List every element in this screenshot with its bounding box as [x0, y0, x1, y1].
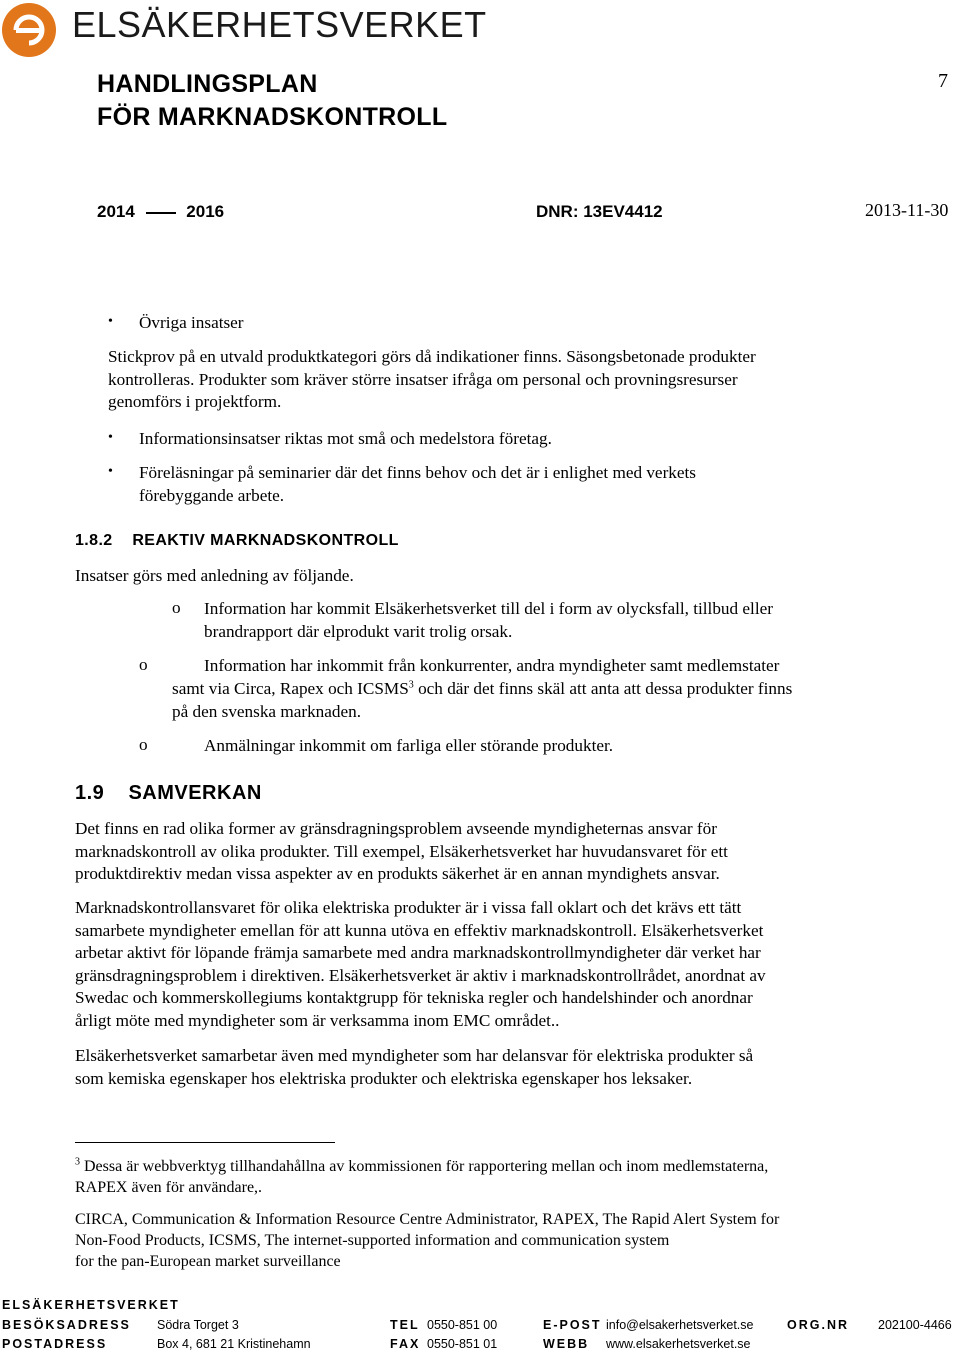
section-title: SAMVERKAN — [128, 782, 262, 804]
text-fragment: och där det finns skäl att anta att dessa produkter finns — [413, 679, 793, 698]
text-line: gränsdragningsproblem i direktiven. Elsäkerhetsverket är aktiv i marknadskontrollrådet, anordnat av — [75, 965, 766, 985]
footnote-ref: 3 — [408, 679, 414, 691]
bullet-item-information: Informationsinsatser riktas mot små och medelstora företag. — [139, 429, 552, 448]
list-marker: o — [172, 598, 181, 617]
title-line-1: HANDLINGSPLAN — [97, 70, 318, 98]
footer-web-label: WEBB — [543, 1337, 590, 1351]
section-title: REAKTIV MARKNADSKONTROLL — [132, 532, 399, 549]
footer-org-name: ELSÄKERHETSVERKET — [2, 1298, 180, 1312]
section-heading-1-9 — [75, 782, 262, 805]
bullet-item-forelasningar — [139, 462, 696, 507]
footnote — [75, 1156, 779, 1272]
footer-visit-value: Södra Torget 3 — [157, 1318, 239, 1332]
list-item-konkurrenter-l1: Information har inkommit från konkurrenter, andra myndigheter samt medlemstater — [204, 656, 780, 675]
section-number: 1.9 — [75, 782, 105, 804]
bullet-dot: • — [108, 430, 113, 445]
text-line: årligt möte med myndigheter som är verksamma inom EMC området.. — [75, 1010, 560, 1030]
text-line: Föreläsningar på seminarier där det finns behov och det är i enlighet med verkets — [139, 463, 696, 482]
period-dash — [146, 212, 176, 214]
footer-visit-label: BESÖKSADRESS — [2, 1318, 131, 1332]
footer-orgnr-value: 202100-4466 — [878, 1318, 952, 1332]
text-line — [75, 1156, 779, 1177]
text-line: Marknadskontrollansvaret för olika elektriska produkter är i vissa fall oklart och det krävs ett tätt — [75, 898, 742, 917]
text-line: brandrapport där elprodukt varit trolig orsak. — [204, 621, 513, 641]
text-line: Non-Food Products, ICSMS, The internet-supported information and communication system — [75, 1232, 670, 1249]
period — [97, 202, 224, 222]
document-date: 2013-11-30 — [865, 200, 949, 220]
text-line: samarbete myndigheter emellan för att kunna utöva en effektiv marknadskontroll. Elsäkerhetsverket — [75, 920, 764, 940]
logo-text: ELSÄKERHETSVERKET — [72, 4, 487, 45]
text-line: som kemiska egenskaper hos elektriska produkter och elektriska egenskaper hos leksaker. — [75, 1068, 693, 1088]
footer-post-label: POSTADRESS — [2, 1337, 108, 1351]
text-line: förebyggande arbete. — [139, 485, 285, 505]
footer-orgnr-label: ORG.NR — [787, 1318, 849, 1332]
text-line: for the pan-European market surveillance — [75, 1253, 341, 1270]
bullet-dot: • — [108, 314, 113, 329]
paragraph-3 — [75, 1045, 753, 1090]
section-number: 1.8.2 — [75, 532, 113, 549]
text-line: CIRCA, Communication & Information Resource Centre Administrator, RAPEX, The Rapid Alert System for — [75, 1211, 780, 1228]
list-marker: o — [139, 735, 148, 754]
bullet-item-ovriga: Övriga insatser — [139, 313, 244, 332]
text-line: arbetar aktivt för löpande främja samarbete med andra marknadskontrollmyndigheter där verket har — [75, 943, 761, 963]
text-line: Elsäkerhetsverket samarbetar även med myndigheter som har delansvar för elektriska produkter så — [75, 1046, 754, 1065]
text-line: Det finns en rad olika former av gränsdragningsproblem avseende myndigheternas ansvar för — [75, 819, 717, 838]
text-line: Stickprov på en utvald produktkategori görs då indikationer finns. Säsongsbetonade produkter — [108, 347, 756, 366]
page-number: 7 — [938, 70, 948, 92]
footnote-mark: 3 — [75, 1156, 80, 1168]
text-line: på den svenska marknaden. — [172, 701, 361, 721]
text-fragment: Dessa är webbverktyg tillhandahållna av kommissionen för rapportering mellan och inom medlemstaterna, — [84, 1158, 769, 1175]
bullet-dot: • — [108, 464, 113, 479]
text-line: Swedac och kommerskollegiums kontaktgrupp för tekniska regler och handelshinder och anordnar — [75, 988, 753, 1008]
period-start: 2014 — [97, 202, 135, 221]
footer-email-label: E-POST — [543, 1318, 602, 1332]
text-line: marknadskontroll av olika produkter. Till exempel, Elsäkerhetsverket har huvudansvaret för ett — [75, 841, 728, 861]
text-line: kontrolleras. Produkter som kräver större insatser ifråga om personal och provningsresurser — [108, 369, 738, 389]
paragraph-2 — [75, 897, 766, 1033]
footer-fax-value: 0550-851 01 — [427, 1337, 498, 1351]
list-item-olycksfall — [204, 598, 773, 643]
footer-web-link[interactable]: www.elsakerhetsverket.se — [606, 1337, 751, 1351]
text-line: Information har kommit Elsäkerhetsverket till del i form av olycksfall, tillbud eller — [204, 599, 773, 618]
text-line: RAPEX även för användare,. — [75, 1179, 263, 1196]
footer-fax-label: FAX — [390, 1337, 421, 1351]
list-marker: o — [139, 655, 148, 674]
text-line — [172, 678, 792, 701]
list-item-anmalningar: Anmälningar inkommit om farliga eller störande produkter. — [204, 736, 614, 755]
footer-post-value: Box 4, 681 21 Kristinehamn — [157, 1337, 311, 1351]
ovriga-paragraph — [108, 346, 756, 414]
document-title — [97, 68, 447, 134]
footer-tel-label: TEL — [390, 1318, 420, 1332]
paragraph-1 — [75, 818, 728, 886]
footer-email-link[interactable]: info@elsakerhetsverket.se — [606, 1318, 754, 1332]
text-line: produktdirektiv medan vissa aspekter av en produkts säkerhet är en annan myndighets ansvar. — [75, 864, 720, 884]
text-line: genomförs i projektform. — [108, 392, 282, 412]
footnote-rule — [75, 1142, 335, 1143]
footer-tel-value: 0550-851 00 — [427, 1318, 498, 1332]
list-item-konkurrenter-rest — [172, 678, 792, 723]
dnr: DNR: 13EV4412 — [536, 202, 663, 221]
text-fragment: samt via Circa, Rapex och ICSMS — [172, 679, 409, 698]
period-end: 2016 — [186, 202, 225, 221]
logo-icon — [2, 3, 56, 57]
section-intro: Insatser görs med anledning av följande. — [75, 566, 354, 585]
title-line-2: FÖR MARKNADSKONTROLL — [97, 103, 448, 131]
section-heading-1-8-2 — [75, 532, 399, 550]
